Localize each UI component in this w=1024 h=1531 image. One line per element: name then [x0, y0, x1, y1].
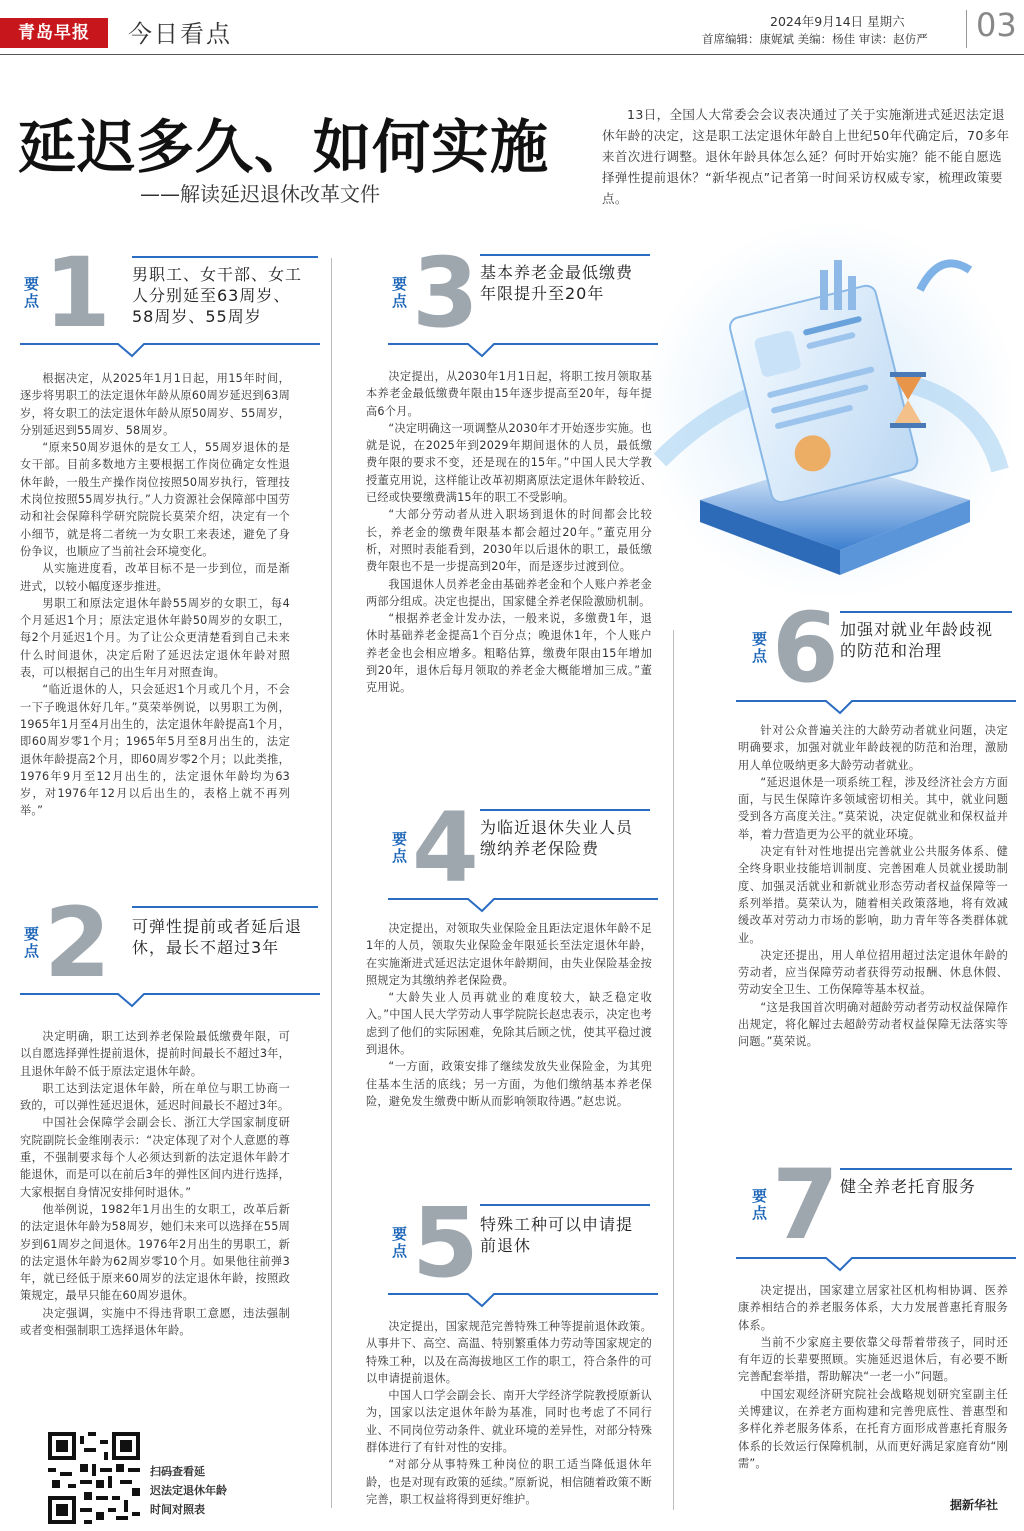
- point-callout-line: [20, 990, 320, 1010]
- point-top-rule: [480, 809, 650, 811]
- point-callout-line: [388, 895, 658, 915]
- newspaper-logo: 青岛早报: [0, 18, 108, 48]
- point-top-rule: [132, 256, 318, 258]
- point-label: 要点: [752, 1187, 768, 1222]
- point-number: 6: [772, 592, 839, 704]
- point-title: 加强对就业年龄歧视的防范和治理: [840, 620, 994, 660]
- point-number: 3: [412, 237, 479, 349]
- point-title: 基本养老金最低缴费年限提升至20年: [480, 263, 634, 303]
- point-7-body: 决定提出，国家建立居家社区机构相协调、医养康养相结合的养老服务体系，大力发展普惠托育服务体系。 当前不少家庭主要依靠父母帮着带孩子，同时还有年迈的长辈要照顾。实施延迟退休后，有必要不断完善配套举措，帮助解决“一老一小”问题。 中国宏观经济研究院社会战略规划研究室副主任关博建议，在养老方面构建和完善兜底性、普惠型和多样化养老服务体系，在托育方面形成普惠托育服务体系的长效运行保障机制，从而更好满足家庭育幼“刚需”。: [738, 1284, 1008, 1470]
- point-title: 男职工、女干部、女工人分别延至63周岁、58周岁、55周岁: [132, 265, 303, 326]
- point-number: 1: [44, 237, 111, 349]
- point-label: 要点: [24, 925, 40, 960]
- issue-date: 2024年9月14日 星期六: [770, 14, 905, 29]
- point-4-header: [388, 792, 658, 911]
- sub-headline: ——解读延迟退休改革文件: [140, 182, 380, 206]
- point-top-rule: [132, 906, 318, 908]
- point-top-rule: [480, 1204, 650, 1206]
- point-label: 要点: [24, 275, 40, 310]
- point-top-rule: [840, 1168, 1012, 1170]
- point-label: 要点: [392, 830, 408, 865]
- point-1-body: 根据决定，从2025年1月1日起，用15年时间，逐步将男职工的法定退休年龄从原60周岁延迟到63周岁，将女职工的法定退休年龄从原50周岁、55周岁，分别延迟到55周岁、58周岁。 “原来50周岁退休的是女工人，55周岁退休的是女干部。目前多数地方主要根据工作岗位确定女性退休年龄，一般生产操作岗位按照50周岁执行，管理技术岗位按照55周岁执行。”人力资源社会保障部中国劳动和社会保障科学研究院院长莫荣介绍，决定有一个小细节，就是将二者统一为女职工来表述，避免了身份争议，也顺应了当前社会环境变化。 从实施进度看，改革目标不是一步到位，而是渐进式，以较小幅度逐步推进。 男职工和原法定退休年龄55周岁的女职工，每4个月延迟1个月；原法定退休年龄50周岁的女职工，每2个月延迟1个月。为了让公众更清楚看到自己未来什么时间退休，决定后附了延迟法定退休年龄对照表，可以根据自己的出生年月对照查询。 “临近退休的人，只会延迟1个月或几个月，不会一下子晚退休好几年。”莫荣举例说，以男职工为例，1965年1月至4月出生的，法定退休年龄提高1个月，即60周岁零1个月；1965年5月至8月出生的，法定退休年龄提高2个月，即60周岁零2个月；以此类推，1976年9月至12月出生的，法定退休年龄均为63岁，对1976年12月以后出生的，表格上就不再列举。”: [20, 372, 290, 818]
- point-number: 2: [44, 887, 111, 999]
- point-callout-line: [20, 340, 320, 360]
- qr-caption: 扫码查看延 迟法定退休年龄 时间对照表: [150, 1465, 227, 1516]
- point-number: 5: [412, 1187, 479, 1299]
- point-top-rule: [840, 611, 1012, 613]
- column-divider: [331, 258, 332, 1508]
- page-number: 03: [976, 6, 1017, 44]
- point-1-header: [20, 237, 320, 356]
- point-5-header: [388, 1187, 658, 1306]
- point-title: 健全养老托育服务: [840, 1177, 977, 1196]
- point-7-header: [748, 1149, 1013, 1268]
- section-title: 今日看点: [128, 20, 232, 48]
- point-title: 为临近退休失业人员缴纳养老保险费: [480, 818, 634, 858]
- point-number: 7: [772, 1149, 839, 1261]
- point-label: 要点: [392, 1225, 408, 1260]
- point-3-header: [388, 237, 658, 356]
- retirement-illustration: [640, 210, 1010, 610]
- qr-code[interactable]: [48, 1432, 140, 1524]
- point-3-body: 决定提出，从2030年1月1日起，将职工按月领取基本养老金最低缴费年限由15年逐步提高至20年，每年提高6个月。 “决定明确这一项调整从2030年才开始逐步实施。也就是说，在2025年到2029年期间退休的人员，最低缴费年限的要求不变，还是现在的15年。”中国人民大学教授董克用说，这样能让改革初期离原法定退休年龄较近、已经或快要缴费满15年的职工不受影响。 “大部分劳动者从进入职场到退休的时间都会比较长，养老金的缴费年限基本都会超过20年。”董克用分析，对照时表能看到，2030年以后退休的职工，最低缴费年限也不是一步提高到20年，而是逐步过渡到位。 我国退休人员养老金由基础养老金和个人账户养老金两部分组成。决定也提出，国家健全养老保险激励机制。 “根据养老金计发办法，一般来说，多缴费1年，退休时基础养老金提高1个百分点；晚退休1年，个人账户养老金也会相应增多。粗略估算，缴费年限由15年增加到20年，退休后每月领取的养老金大概能增加三成。”董克用说。: [366, 370, 652, 695]
- header-rule: [0, 54, 1024, 55]
- point-6-body: 针对公众普遍关注的大龄劳动者就业问题，决定明确要求，加强对就业年龄歧视的防范和治理，激励用人单位吸纳更多大龄劳动者就业。 “延迟退休是一项系统工程，涉及经济社会方方面面，与民生保障许多领域密切相关。其中，就业问题受到各方高度关注。”莫荣说，决定促就业和保权益并举，着力营造更为公平的就业环境。 决定有针对性地提出完善就业公共服务体系、健全终身职业技能培训制度、完善困难人员就业援助制度、加强灵活就业和新就业形态劳动者权益保障等一系列举措。莫荣认为，随着相关政策落地，将有效减缓改革对劳动力市场的影响，助力青年等各类群体就业。 决定还提出，用人单位招用超过法定退休年龄的劳动者，应当保障劳动者获得劳动报酬、休息休假、劳动安全卫生、工伤保障等基本权益。 “这是我国首次明确对超龄劳动者劳动权益保障作出规定，将化解过去超龄劳动者权益保障无法落实等问题。”莫荣说。: [738, 724, 1008, 1049]
- point-2-body: 决定明确，职工达到养老保险最低缴费年限，可以自愿选择弹性提前退休，提前时间最长不超过3年，且退休年龄不低于原法定退休年龄。 职工达到法定退休年龄，所在单位与职工协商一致的，可以弹性延迟退休，延迟时间最长不超过3年。 中国社会保障学会副会长、浙江大学国家制度研究院副院长金维刚表示：“决定体现了对个人意愿的尊重，不强制要求每个人必须达到新的法定退休年龄才能退休，而是可以在前后3年的弹性区间内进行选择，大家根据自身情况安排何时退休。” 他举例说，1982年1月出生的女职工，改革后新的法定退休年龄为58周岁，她们未来可以选择在55周岁到61周岁之间退休。1976年2月出生的男职工，新的法定退休年龄为62周岁零10个月。如果他往前弹3年，就已经低于原来60周岁的法定退休年龄，按照政策规定，最早只能在60周岁退休。 决定强调，实施中不得违背职工意愿，违法强制或者变相强制职工选择退休年龄。: [20, 1030, 290, 1338]
- point-2-header: [20, 887, 320, 1006]
- point-number: 4: [412, 792, 479, 904]
- point-callout-line: [736, 1254, 1016, 1274]
- point-title: 特殊工种可以申请提前退休: [480, 1215, 634, 1255]
- news-source: 据新华社: [950, 1498, 999, 1512]
- page-number-divider: [966, 10, 967, 48]
- point-label: 要点: [392, 275, 408, 310]
- point-label: 要点: [752, 630, 768, 665]
- point-6-header: [748, 592, 1013, 711]
- point-4-body: 决定提出，对领取失业保险金且距法定退休年龄不足1年的人员，领取失业保险金年限延长至法定退休年龄，在实施渐进式延迟法定退休年龄期间，由失业保险基金按照规定为其缴纳养老保险费。 “大龄失业人员再就业的难度较大，缺乏稳定收入。”中国人民大学劳动人事学院院长赵忠表示，决定也考虑到了他们的实际困难，免除其后顾之忧，使其平稳过渡到退休。 “一方面，政策安排了继续发放失业保险金，为其兜住基本生活的底线；另一方面，为他们缴纳基本养老保险，避免发生缴费中断从而影响领取待遇。”赵忠说。: [366, 922, 652, 1108]
- article-intro: 13日，全国人大常委会会议表决通过了关于实施渐进式延迟法定退休年龄的决定，这是职工法定退休年龄自上世纪50年代确定后，70多年来首次进行调整。退休年龄具体怎么延？何时开始实施？能不能自愿选择弹性提前退休？“新华视点”记者第一时间采访权威专家，梳理政策要点。: [602, 107, 1010, 206]
- editor-credits: 首席编辑：康娓斌 美编：杨佳 审读：赵仿严: [702, 32, 928, 46]
- point-callout-line: [388, 340, 658, 360]
- point-callout-line: [736, 697, 1016, 717]
- column-divider: [673, 630, 674, 1510]
- point-5-body: 决定提出，国家规范完善特殊工种等提前退休政策。从事井下、高空、高温、特别繁重体力劳动等国家规定的特殊工种，以及在高海拔地区工作的职工，符合条件的可以申请提前退休。 中国人口学会副会长、南开大学经济学院教授原新认为，国家以法定退休年龄为基准，同时也考虑了不同行业、不同岗位劳动条件、就业环境的差异性，对部分特殊群体进行了有针对性的安排。 “对部分从事特殊工种岗位的职工适当降低退休年龄，也是对现有政策的延续。”原新说，相信随着政策不断完善，职工权益将得到更好维护。: [366, 1320, 652, 1506]
- point-callout-line: [388, 1290, 658, 1310]
- point-title: 可弹性提前或者延后退休，最长不超过3年: [132, 917, 303, 957]
- point-top-rule: [480, 254, 650, 256]
- headline: 延迟多久、如何实施: [18, 113, 550, 181]
